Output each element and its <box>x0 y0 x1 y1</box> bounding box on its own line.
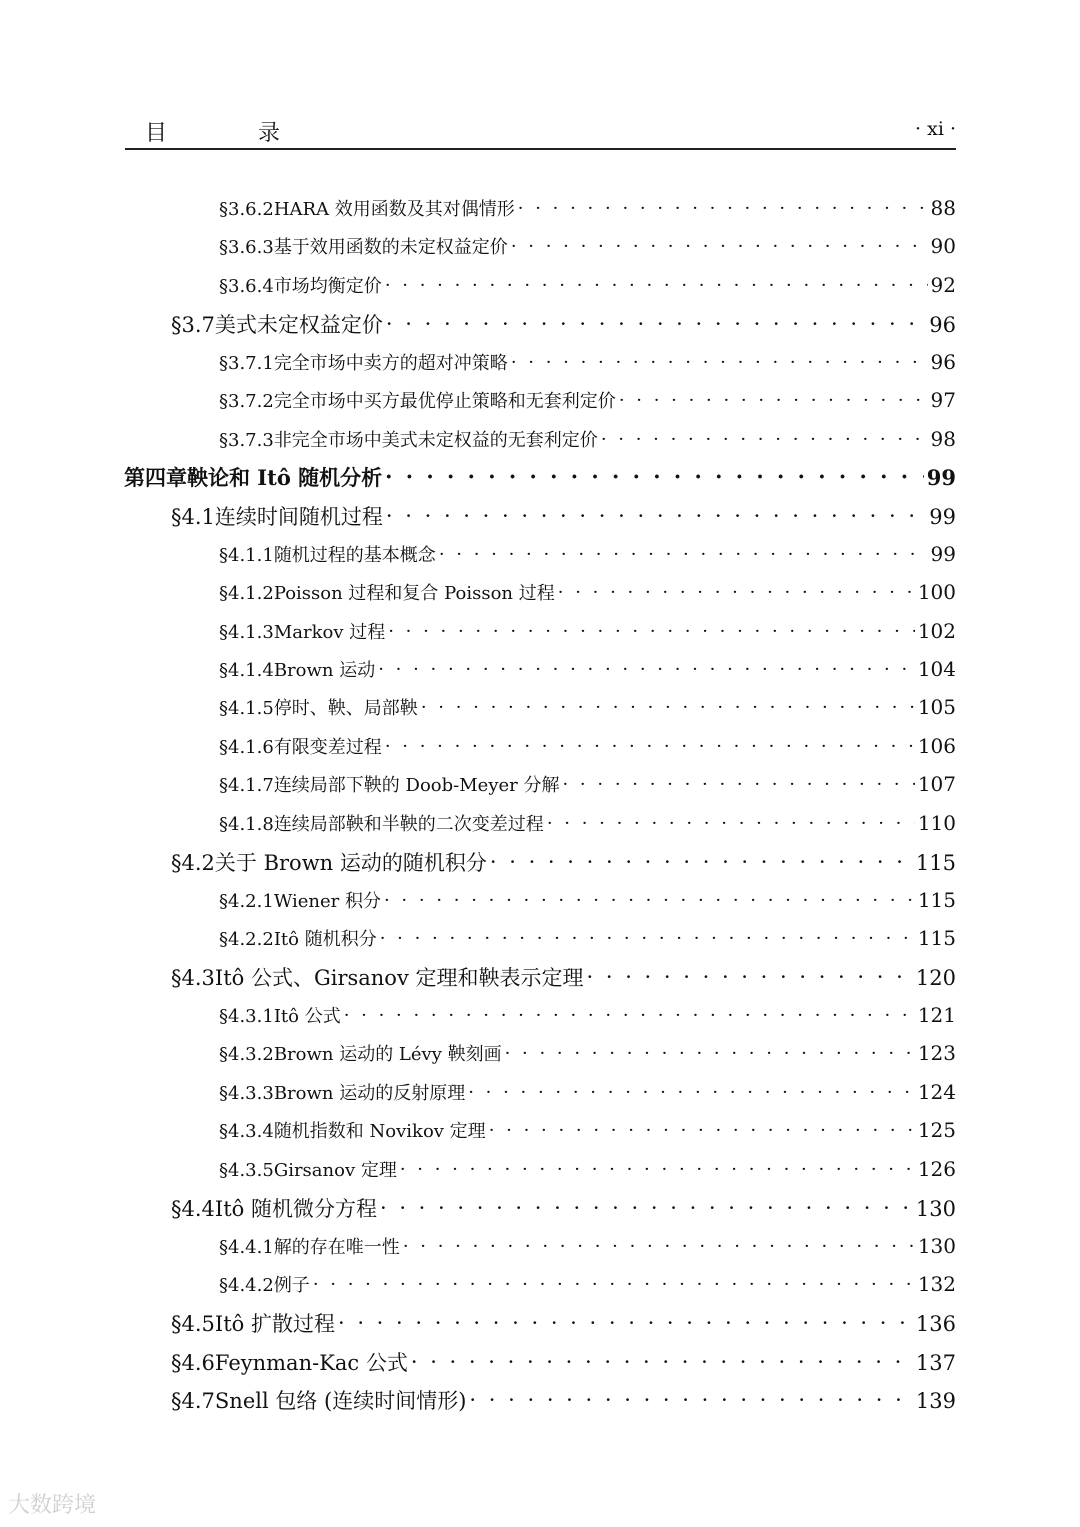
toc-entry[interactable] <box>171 309 956 339</box>
toc-entry-page: 130 <box>915 1197 956 1221</box>
dot-leader <box>469 1388 912 1412</box>
toc-entry-page: 123 <box>917 1041 956 1065</box>
toc-entry-page: 137 <box>915 1351 956 1375</box>
dot-leader <box>380 1196 913 1220</box>
toc-entry-title: 连续局部下鞅的 Doob-Meyer 分解 <box>273 775 560 796</box>
toc-entry-title: 完全市场中买方最优停止策略和无套利定价 <box>273 391 616 412</box>
toc-entry[interactable] <box>219 272 956 298</box>
dot-leader <box>439 544 928 565</box>
toc-entry[interactable] <box>171 962 956 992</box>
dot-leader <box>338 1311 913 1335</box>
toc-entry-page: 110 <box>917 811 956 835</box>
toc-entry-title: Itô 随机微分方程 <box>214 1197 377 1221</box>
toc-entry-page: 99 <box>930 542 956 566</box>
toc-entry-title: Poisson 过程和复合 Poisson 过程 <box>273 583 555 604</box>
dot-leader <box>313 1274 915 1295</box>
toc-entry-title: Brown 运动的反射原理 <box>273 1083 466 1104</box>
toc-entry[interactable] <box>219 618 956 644</box>
toc-entry-page: 99 <box>926 465 956 490</box>
toc-entry-page: 115 <box>917 888 956 912</box>
toc-entry-title: 完全市场中卖方的超对冲策略 <box>273 353 508 374</box>
toc-entry-page: 99 <box>929 505 956 529</box>
toc-chapter[interactable] <box>124 462 956 492</box>
toc-entry-number: §4.1.6 <box>219 737 274 758</box>
toc-entry[interactable] <box>171 1308 956 1338</box>
toc-entry-title: 解的存在唯一性 <box>273 1237 400 1258</box>
toc-entry-title: Feynman-Kac 公式 <box>214 1351 408 1375</box>
toc-entry-title: 随机过程的基本概念 <box>273 545 436 566</box>
dot-leader <box>468 1082 915 1103</box>
dot-leader <box>386 504 926 528</box>
toc-entry-number: §4.4.2 <box>219 1275 274 1296</box>
toc-entry-page: 106 <box>917 734 956 758</box>
toc-entry-title: Itô 扩散过程 <box>214 1312 335 1336</box>
toc-entry-title: 鞅论和 Itô 随机分析 <box>187 465 383 490</box>
toc-entry-page: 132 <box>917 1272 956 1296</box>
toc-entry-number: §4.1.8 <box>219 814 274 835</box>
toc-entry-page: 136 <box>915 1312 956 1336</box>
toc-entry[interactable] <box>219 387 956 413</box>
toc-entry-number: §4.3.1 <box>219 1006 274 1027</box>
toc-entry-number: §4.4.1 <box>219 1237 274 1258</box>
toc-entry-number: §4.5 <box>171 1312 215 1336</box>
toc-entry-title: 市场均衡定价 <box>273 276 382 297</box>
dot-leader <box>511 352 928 373</box>
dot-leader <box>601 429 928 450</box>
toc-entry[interactable] <box>219 656 956 682</box>
dot-leader <box>400 1159 915 1180</box>
toc-entry-number: §4.1.2 <box>219 583 274 604</box>
toc-entry-title: Girsanov 定理 <box>273 1160 397 1181</box>
toc-entry[interactable] <box>219 810 956 836</box>
toc-entry-title: Brown 运动的 Lévy 鞅刻画 <box>273 1044 502 1065</box>
toc-entry-page: 125 <box>917 1118 956 1142</box>
dot-leader <box>380 928 915 949</box>
header-page-number: · xi · <box>915 118 956 140</box>
toc-entry[interactable] <box>219 1079 956 1105</box>
toc-entry-title: Itô 公式 <box>273 1006 341 1027</box>
toc-entry-number: §3.7.1 <box>219 353 274 374</box>
toc-entry-number: §4.4 <box>171 1197 215 1221</box>
toc-entry[interactable] <box>219 426 956 452</box>
toc-entry-title: 非完全市场中美式未定权益的无套利定价 <box>273 430 598 451</box>
dot-leader <box>385 275 928 296</box>
toc-entry-title: 例子 <box>273 1275 310 1296</box>
dot-leader <box>411 1350 913 1374</box>
toc-entry-page: 104 <box>917 657 956 681</box>
toc-entry-title: 关于 Brown 运动的随机积分 <box>214 851 487 875</box>
toc-entry[interactable] <box>219 1156 956 1182</box>
toc-entry-number: §4.1.4 <box>219 660 274 681</box>
dot-leader <box>547 813 915 834</box>
toc-entry-number: §3.6.4 <box>219 276 274 297</box>
toc-entry[interactable] <box>171 1385 956 1415</box>
toc-entry-page: 92 <box>930 273 956 297</box>
toc-entry-number: §4.1.1 <box>219 545 274 566</box>
toc-entry[interactable] <box>219 1002 956 1028</box>
toc-entry-title: Markov 过程 <box>273 622 386 643</box>
toc-entry-number: §4.6 <box>171 1351 215 1375</box>
toc-entry-number: §3.7.3 <box>219 430 274 451</box>
toc-entry-number: 第四章 <box>124 465 187 490</box>
toc-entry[interactable] <box>171 847 956 877</box>
dot-leader <box>489 1120 915 1141</box>
toc-entry-title: 美式未定权益定价 <box>214 313 383 337</box>
dot-leader <box>386 312 926 336</box>
dot-leader <box>344 1005 915 1026</box>
toc-entry-title: 连续局部鞅和半鞅的二次变差过程 <box>273 814 544 835</box>
toc-entry-number: §4.3.2 <box>219 1044 274 1065</box>
toc-entry-number: §3.7.2 <box>219 391 274 412</box>
toc-entry-title: HARA 效用函数及其对偶情形 <box>273 199 515 220</box>
toc-entry-number: §4.7 <box>171 1389 215 1413</box>
toc-entry[interactable] <box>219 925 956 951</box>
toc-entry[interactable] <box>219 579 956 605</box>
toc-entry-page: 97 <box>930 388 956 412</box>
page-header <box>125 112 956 150</box>
toc-entry-number: §4.1.5 <box>219 698 274 719</box>
toc-entry-title: 有限变差过程 <box>273 737 382 758</box>
dot-leader <box>385 464 924 489</box>
toc-entry-number: §4.2.1 <box>219 891 274 912</box>
toc-entry-number: §4.3 <box>171 966 215 990</box>
toc-entry-number: §4.2.2 <box>219 929 274 950</box>
toc-entry-number: §4.3.3 <box>219 1083 274 1104</box>
toc-entry[interactable] <box>219 887 956 913</box>
dot-leader <box>558 582 915 603</box>
toc-entry-page: 115 <box>917 926 956 950</box>
dot-leader <box>518 198 928 219</box>
toc-entry[interactable] <box>219 349 956 375</box>
dot-leader <box>388 621 915 642</box>
dot-leader <box>385 736 915 757</box>
toc-entry-page: 130 <box>917 1234 956 1258</box>
dot-leader <box>403 1236 915 1257</box>
toc-entry-number: §4.1 <box>171 505 215 529</box>
watermark-logo <box>8 1488 96 1519</box>
toc-entry-title: 连续时间随机过程 <box>214 505 383 529</box>
toc-entry[interactable] <box>219 1233 956 1259</box>
dot-leader <box>619 390 928 411</box>
dot-leader <box>505 1043 915 1064</box>
toc-entry-page: 96 <box>929 313 956 337</box>
toc-entry[interactable] <box>219 541 956 567</box>
toc-entry-page: 124 <box>917 1080 956 1104</box>
toc-entry[interactable] <box>219 733 956 759</box>
toc-entry-page: 90 <box>930 234 956 258</box>
toc-entry-page: 139 <box>915 1389 956 1413</box>
dot-leader <box>511 236 928 257</box>
watermark-text: 大数跨境 <box>8 1493 97 1518</box>
toc-entry-page: 100 <box>917 580 956 604</box>
toc-entry-title: Brown 运动 <box>273 660 376 681</box>
toc-entry[interactable] <box>219 1271 956 1297</box>
toc-entry-number: §4.1.7 <box>219 775 274 796</box>
toc-entry-page: 120 <box>915 966 956 990</box>
toc-entry[interactable] <box>219 771 956 797</box>
toc-entry-page: 105 <box>917 695 956 719</box>
toc-entry-number: §4.2 <box>171 851 215 875</box>
toc-entry[interactable] <box>219 233 956 259</box>
toc-entry[interactable] <box>171 501 956 531</box>
toc-entry[interactable] <box>219 1040 956 1066</box>
toc-entry-page: 102 <box>917 619 956 643</box>
toc-entry-title: Itô 随机积分 <box>273 929 377 950</box>
toc-entry-number: §3.7 <box>171 313 215 337</box>
dot-leader <box>421 697 915 718</box>
toc-entry-page: 115 <box>915 851 956 875</box>
toc-entry[interactable] <box>171 1193 956 1223</box>
toc-entry-number: §3.6.2 <box>219 199 274 220</box>
toc-entry-number: §3.6.3 <box>219 237 274 258</box>
toc-entry-title: 基于效用函数的未定权益定价 <box>273 237 508 258</box>
dot-leader <box>587 965 913 989</box>
header-title: 目 录 <box>145 121 322 146</box>
toc-entry-number: §4.3.4 <box>219 1121 274 1142</box>
dot-leader <box>378 659 915 680</box>
toc-entry-title: Itô 公式、Girsanov 定理和鞅表示定理 <box>214 966 584 990</box>
dot-leader <box>562 774 914 795</box>
toc-entry[interactable] <box>171 1347 956 1377</box>
toc-entry[interactable] <box>219 195 956 221</box>
toc-entry[interactable] <box>219 1117 956 1143</box>
toc-entry-title: 随机指数和 Novikov 定理 <box>273 1121 486 1142</box>
dot-leader <box>384 890 915 911</box>
toc-entry-title: Wiener 积分 <box>273 891 381 912</box>
toc-entry-page: 107 <box>917 772 956 796</box>
toc-entry-title: 停时、鞅、局部鞅 <box>273 698 418 719</box>
toc-entry-page: 121 <box>917 1003 956 1027</box>
toc-entry-page: 126 <box>917 1157 956 1181</box>
toc-entry[interactable] <box>219 694 956 720</box>
toc-entry-page: 96 <box>930 350 956 374</box>
toc-entry-number: §4.3.5 <box>219 1160 274 1181</box>
dot-leader <box>490 850 913 874</box>
toc-entry-number: §4.1.3 <box>219 622 274 643</box>
toc-entry-title: Snell 包络 (连续时间情形) <box>214 1389 467 1413</box>
toc-entry-page: 98 <box>930 427 956 451</box>
toc-entry-page: 88 <box>930 196 956 220</box>
